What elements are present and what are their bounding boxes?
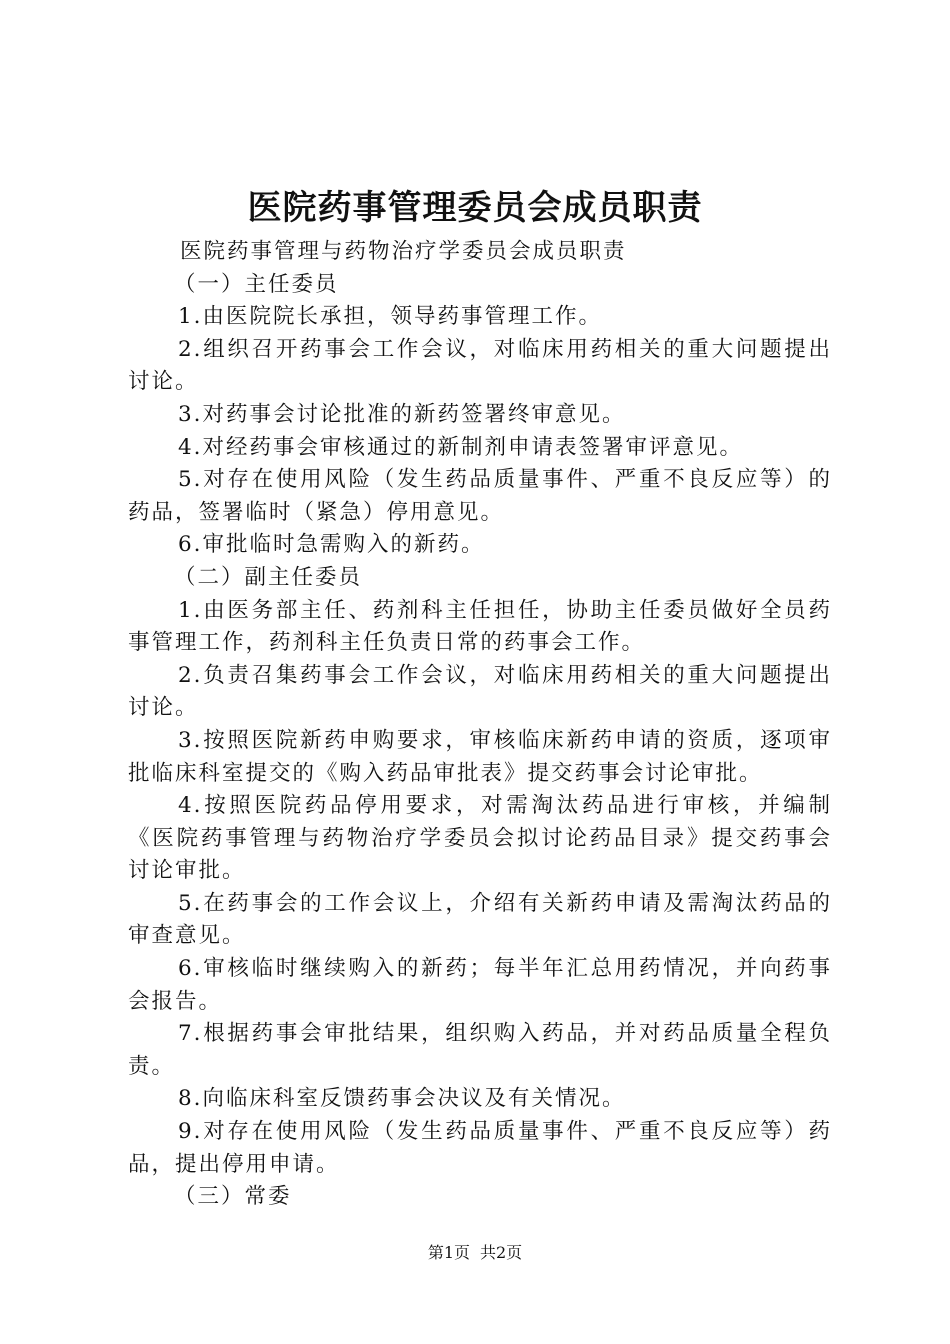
section2-item-2: 2.负责召集药事会工作会议，对临床用药相关的重大问题提出讨论。 (128, 662, 832, 721)
section2-item-8: 8.向临床科室反馈药事会决议及有关情况。 (178, 1086, 626, 1112)
section1-item-1: 1.由医院院长承担，领导药事管理工作。 (178, 304, 603, 330)
page-footer (0, 1242, 950, 1264)
section1-item-2: 2.组织召开药事会工作会议，对临床用药相关的重大问题提出讨论。 (128, 336, 832, 395)
section1-item-4: 4.对经药事会审核通过的新制剂申请表签署审评意见。 (178, 434, 744, 460)
section2-item-9: 9.对存在使用风险（发生药品质量事件、严重不良反应等）药品，提出停用申请。 (128, 1119, 832, 1177)
section2-item-3: 3.按照医院新药申购要求，审核临床新药申请的资质，逐项审批临床科室提交的《购入药品审批表》提交药事会讨论审批。 (128, 727, 832, 786)
section-heading-2: （二）副主任委员 (174, 564, 363, 590)
section1-item-6: 6.审批临时急需购入的新药。 (178, 532, 485, 558)
document-body (128, 236, 832, 1214)
section-heading-3: （三）常委 (174, 1184, 292, 1210)
section-heading-1: （一）主任委员 (174, 271, 339, 297)
section2-item-7: 7.根据药事会审批结果，组织购入药品，并对药品质量全程负责。 (128, 1021, 832, 1079)
page-number: 第1页 (427, 1243, 470, 1262)
document-subtitle: 医院药事管理与药物治疗学委员会成员职责 (180, 239, 627, 264)
section2-item-6: 6.审核临时继续购入的新药；每半年汇总用药情况，并向药事会报告。 (128, 956, 832, 1014)
document-title: 医院药事管理委员会成员职责 (247, 188, 703, 228)
page-total: 共2页 (480, 1243, 523, 1262)
section1-item-5: 5.对存在使用风险（发生药品质量事件、严重不良反应等）的药品，签署临时（紧急）停用意见。 (128, 467, 832, 525)
section1-item-3: 3.对药事会讨论批准的新药签署终审意见。 (178, 401, 626, 427)
section2-item-4: 4.按照医院药品停用要求，对需淘汰药品进行审核，并编制《医院药事管理与药物治疗学委员会拟讨论药品目录》提交药事会讨论审批。 (128, 793, 832, 884)
section2-item-5: 5.在药事会的工作会议上，介绍有关新药申请及需淘汰药品的审查意见。 (128, 890, 832, 949)
section2-item-1: 1.由医务部主任、药剂科主任担任，协助主任委员做好全员药事管理工作，药剂科主任负责日常的药事会工作。 (128, 597, 832, 656)
